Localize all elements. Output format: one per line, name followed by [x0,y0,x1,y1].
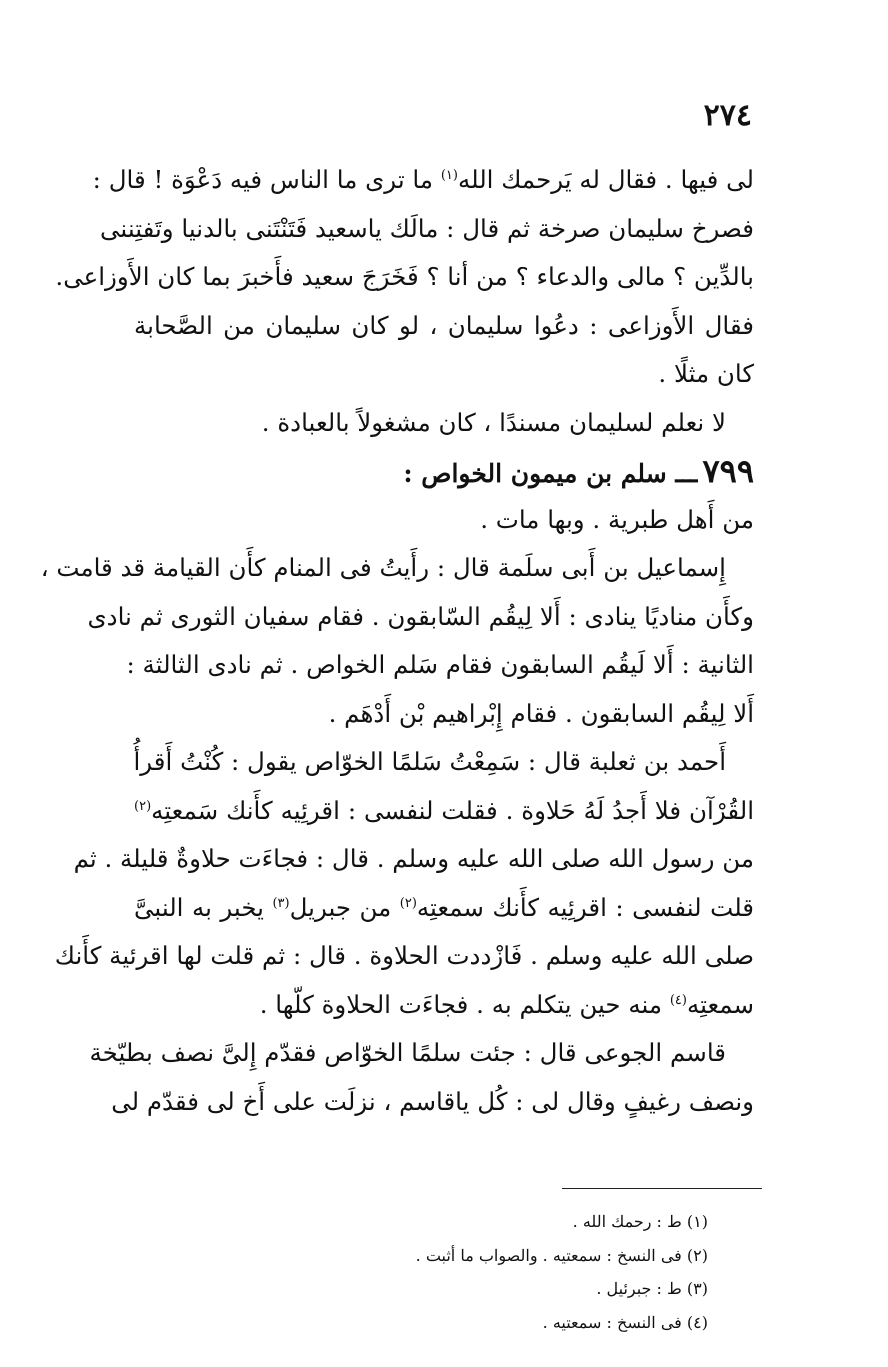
text-line-2: فصرخ سليمان صرخة ثم قال : مالَك ياسعيد فَتَنْتَنى بالدنيا وتَفتِننى [100,213,754,243]
text-line-13: أَحمد بن ثعلبة قال : سَمِعْتُ سَلمًا الخوّاص يقول : كُنْتُ أَقرأُ [133,747,726,776]
text-line-12: أَلا لِيقُم السابقون . فقام إِبْراهيم بْن أَدْهَم . [328,698,754,728]
text-line-15: من رسول الله صلى الله عليه وسلم . قال : فجاءَت حلاوةٌ قليلة . ثم [73,844,754,873]
text-line-16 [134,884,754,933]
text-line-8: من أَهل طبرية . وبها مات . [480,504,754,534]
text-segment: منه حين يتكلم به . فجاءَت الحلاوة كلّها . [259,989,670,1019]
text-line-20: ونصف رغيفٍ وقال لى : كُل ياقاسم ، نزلَت على أَخ لى فقدّم لى [111,1086,754,1116]
footnote-ref: (٤) [669,992,687,1008]
entry-number: ٧٩٩ [702,452,754,490]
text-segment: من جبريل [289,892,400,922]
footnote-number: (٣) [686,1279,708,1298]
text-line-17: صلى الله عليه وسلم . فَازْددت الحلاوة . قال : ثم قلت لها اقرئية كأَنك [54,941,754,970]
footnote-1 [416,1205,708,1239]
text-line-11: الثانية : أَلا لَيقُم السابقون فقام سَلم الخواص . ثم نادى الثالثة : [126,650,754,679]
text-segment: يخبر به النبىَّ [134,892,273,922]
text-line-5: كان مثلًا . [658,359,754,388]
text-line-18 [134,981,754,1030]
footnote-text: فى النسخ : سمعتيه . والصواب ما أثبت . [415,1245,682,1265]
footnote-divider [562,1188,762,1189]
footnote-ref: (٢) [399,895,417,911]
text-segment: القُرْآن فلا أَجدُ لَهُ حَلاوة . فقلت لنفسى : اقرئِيه كأَنك سَمعتِه [151,795,754,825]
text-line-1 [92,156,754,205]
footnote-ref: (٢) [134,798,152,814]
footnote-number: (١) [686,1212,708,1231]
text-line-3: بالدِّين ؟ مالى والدعاء ؟ من أنا ؟ فَخَرَجَ سعيد فأَخبرَ بما كان الأَوزاعى. [55,262,754,291]
text-line-19: قاسم الجوعى قال : جئت سلمًا الخوّاص فقدّم إِلىَّ نصف بطيّخة [89,1038,726,1067]
footnote-text: فى النسخ : سمعتيه . [542,1312,682,1332]
text-line-10: وكأَن مناديًا ينادى : أَلا لِيقُم السّابقون . فقام سفيان الثورى ثم نادى [87,601,754,631]
footnote-2 [416,1239,708,1273]
text-line-4: فقال الأَوزاعى : دعُوا سليمان ، لو كان سليمان من الصَّحابة [134,310,754,340]
text-line-14 [134,787,754,836]
footnote-ref: (١) [440,167,458,183]
text-segment: سمعتِه [686,989,754,1019]
text-segment: ما ترى ما الناس فيه دَعْوَة ! قال : [92,165,441,194]
text-line-9: إِسماعيل بن أَبى سلَمة قال : رأَيتُ فى المنام كأَن القيامة قد قامت ، [40,553,726,582]
footnote-text: ط : جبرئيل . [596,1279,682,1298]
footnote-3 [416,1272,708,1306]
footnote-ref: (٣) [272,895,290,911]
text-line-6: لا نعلم لسليمان مسندًا ، كان مشغولاً بالعبادة . [261,407,726,437]
footnote-number: (٤) [686,1312,708,1332]
page-number: ٢٧٤ [703,98,752,133]
footnote-4 [416,1306,708,1340]
text-segment: قلت لنفسى : اقرئِيه كأَنك سمعتِه [416,892,755,922]
entry-heading [134,447,754,496]
text-segment: لى فيها . فقال له يَرحمك الله [457,165,754,194]
footnote-number: (٢) [686,1245,708,1265]
footnotes [416,1205,708,1339]
entry-title: ـــ سلم بن ميمون الخواص : [403,459,698,488]
footnote-text: ط : رحمك الله . [572,1212,682,1231]
body-text [40,156,755,1126]
